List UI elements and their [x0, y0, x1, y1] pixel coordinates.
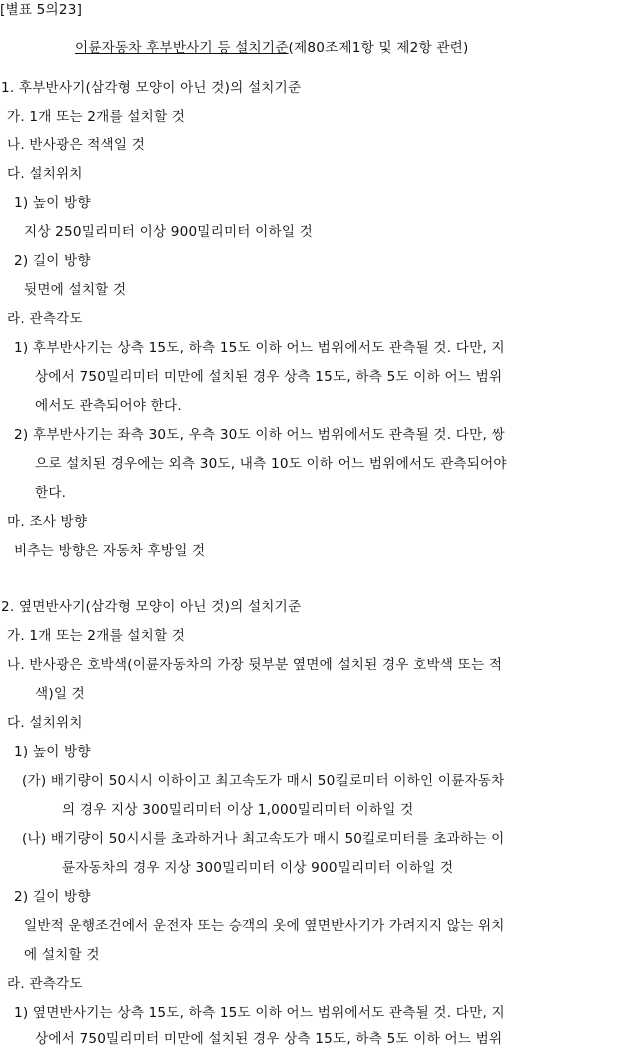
section1-item-da: 다. 설치위치	[7, 166, 83, 182]
section1-item-ra: 라. 관측각도	[7, 311, 83, 327]
section1-da-height: 1) 높이 방향	[14, 195, 91, 211]
section2-item-ra: 라. 관측각도	[7, 976, 83, 992]
section1-ra-2-line3: 한다.	[35, 485, 67, 501]
section1-ra-2-line1: 2) 후부반사기는 좌측 30도, 우측 30도 이하 어느 범위에서도 관측될 것. 다만, 쌍	[14, 427, 505, 443]
section1-da-height-text: 지상 250밀리미터 이상 900밀리미터 이하일 것	[24, 224, 314, 240]
annex-header: [별표 5의23]	[0, 2, 83, 18]
section1-item-ga: 가. 1개 또는 2개를 설치할 것	[7, 109, 186, 125]
title-reference: (제80조제1항 및 제2항 관련)	[288, 40, 469, 56]
section1-ra-1-line3: 에서도 관측되어야 한다.	[35, 398, 182, 414]
section1-ra-1-line1: 1) 후부반사기는 상측 15도, 하측 15도 이하 어느 범위에서도 관측될 것. 다만, 지	[14, 340, 505, 356]
section1-ra-1-line2: 상에서 750밀리미터 미만에 설치된 경우 상측 15도, 하측 5도 이하 어느 범위	[35, 369, 503, 385]
section2-da-length-line1: 일반적 운행조건에서 운전자 또는 승객의 옷에 옆면반사기가 가려지지 않는 위치	[24, 918, 505, 934]
section2-item-da: 다. 설치위치	[7, 715, 83, 731]
section2-item-na-line1: 나. 반사광은 호박색(이륜자동차의 가장 뒷부분 옆면에 설치된 경우 호박색 또는 적	[7, 657, 503, 673]
section2-ra-1-line1: 1) 옆면반사기는 상측 15도, 하측 15도 이하 어느 범위에서도 관측될 것. 다만, 지	[14, 1005, 505, 1021]
section2-heading: 2. 옆면반사기(삼각형 모양이 아닌 것)의 설치기준	[1, 599, 302, 615]
section1-da-length-text: 뒷면에 설치할 것	[24, 282, 127, 298]
document-title	[75, 38, 469, 58]
section1-item-na: 나. 반사광은 적색일 것	[7, 137, 146, 153]
section2-da-length: 2) 길이 방향	[14, 889, 91, 905]
section2-ra-1-line2: 상에서 750밀리미터 미만에 설치된 경우 상측 15도, 하측 5도 이하 어느 범위	[35, 1031, 503, 1047]
section1-ma-text: 비추는 방향은 자동차 후방일 것	[14, 543, 206, 559]
section1-heading: 1. 후부반사기(삼각형 모양이 아닌 것)의 설치기준	[1, 80, 302, 96]
section1-ra-2-line2: 으로 설치된 경우에는 외측 30도, 내측 10도 이하 어느 범위에서도 관측되어야	[35, 456, 507, 472]
section2-item-ga: 가. 1개 또는 2개를 설치할 것	[7, 628, 186, 644]
section2-item-na-line2: 색)일 것	[35, 686, 86, 702]
section2-height-ga-line2: 의 경우 지상 300밀리미터 이상 1,000밀리미터 이하일 것	[62, 802, 414, 818]
section1-da-length: 2) 길이 방향	[14, 253, 91, 269]
section2-da-length-line2: 에 설치할 것	[24, 947, 100, 963]
section2-height-na-line1: (나) 배기량이 50시시를 초과하거나 최고속도가 매시 50킬로미터를 초과하는 이	[22, 831, 505, 847]
title-main: 이륜자동차 후부반사기 등 설치기준	[75, 40, 289, 56]
section2-height-ga-line1: (가) 배기량이 50시시 이하이고 최고속도가 매시 50킬로미터 이하인 이륜자동차	[22, 773, 505, 789]
section2-height-na-line2: 륜자동차의 경우 지상 300밀리미터 이상 900밀리미터 이하일 것	[62, 860, 454, 876]
section1-item-ma: 마. 조사 방향	[7, 514, 88, 530]
section2-da-height: 1) 높이 방향	[14, 744, 91, 760]
